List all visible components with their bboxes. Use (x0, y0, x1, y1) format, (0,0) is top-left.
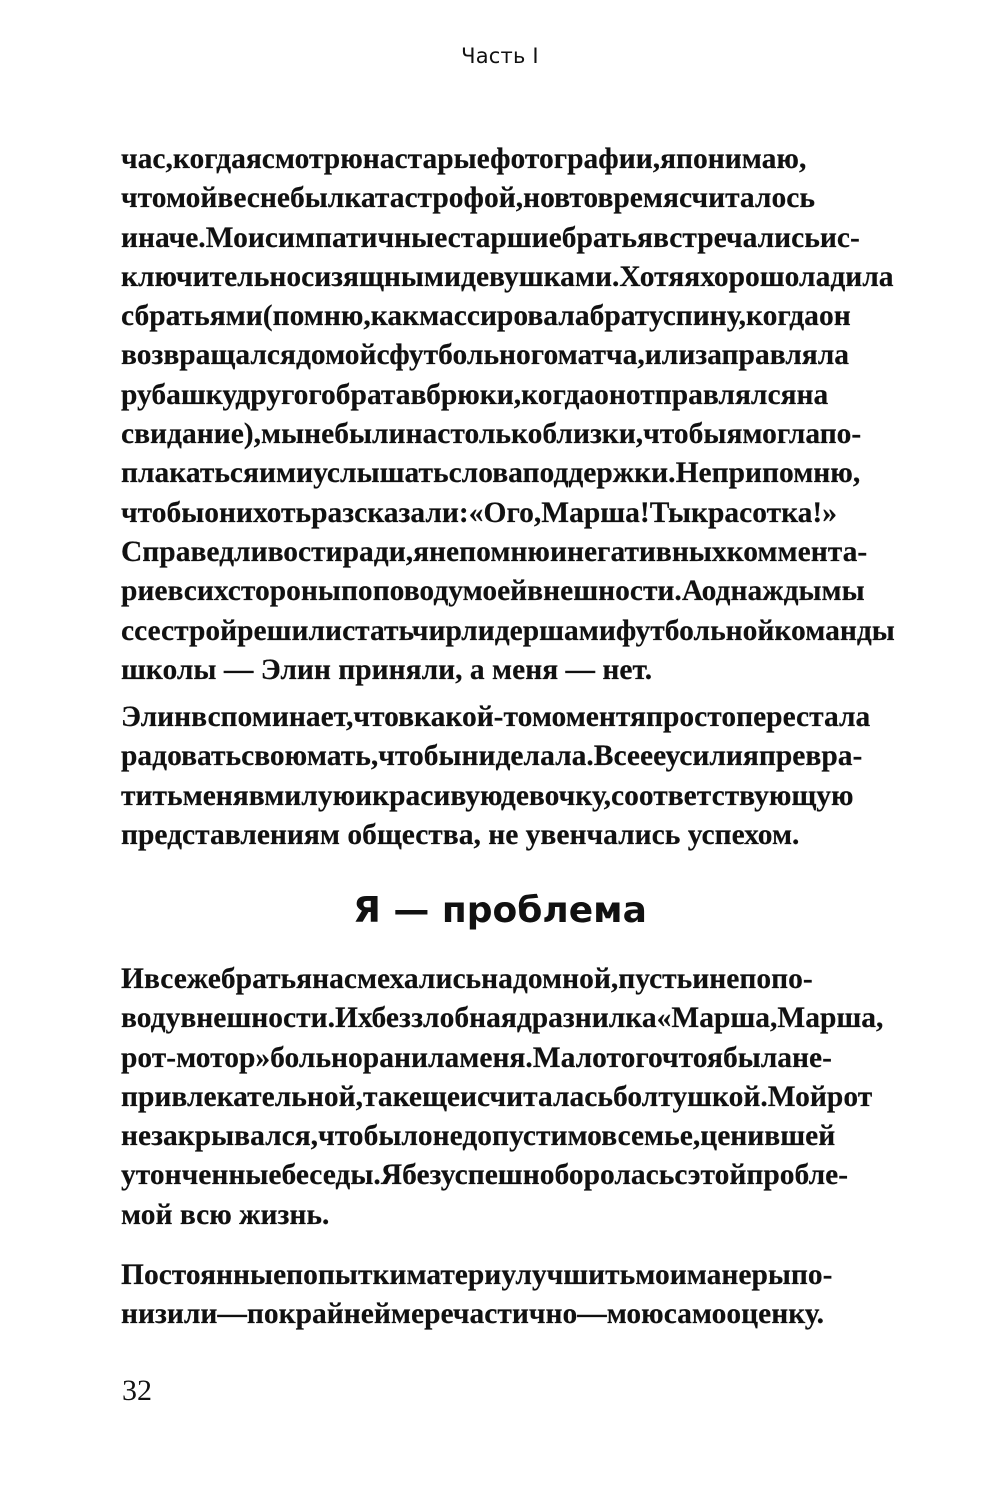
text-line: риевсихстороныпоповодумоейвнешности.Аоднаждымы (121, 575, 865, 608)
page-number: 32 (122, 1374, 152, 1407)
text-line: чтомойвеснебылкатастрофой,новтовремясчиталось (121, 182, 815, 215)
text-line: плакатьсяимиуслышатьсловаподдержки.Неприпомню, (121, 457, 861, 490)
text-line: мой всю жизнь. (121, 1198, 330, 1231)
text-line: иначе.Моисимпатичныестаршиебратьявстречалисьис- (121, 221, 860, 254)
text-line: школы — Элин приняли, а меня — нет. (121, 653, 653, 686)
paragraph-4 (121, 1256, 918, 1335)
running-head: Часть I (461, 44, 539, 68)
text-line: Ивсежебратьянасмехалисьнадомной,пустьинепопо- (121, 963, 813, 995)
text-line: привлекательной,такещеисчиталасьболтушкой.Мойрот (121, 1080, 873, 1113)
text-line: утонченныебеседы.Ябезуспешнобороласьсэтойпробле- (121, 1159, 849, 1192)
text-line: представлениям общества, не увенчались успехом. (121, 818, 800, 851)
text-line: чтобыонихотьразсказали:«Ого,Марша!Тыкрасотка!» (121, 496, 837, 529)
paragraph-1 (121, 140, 918, 690)
paragraph-2 (121, 698, 918, 855)
text-line: рот-мотор»больнораниламеня.Малотогочтоябылане- (121, 1041, 832, 1074)
text-line: возвращалсядомойсфутбольногоматча,илизаправляла (121, 339, 850, 372)
text-line: водувнешности.Ихбеззлобнаядразнилка«Марша,Марша, (121, 1002, 884, 1035)
section-heading: Я — проблема (353, 890, 647, 931)
text-line: свидание),мынебылинастолькоблизки,чтобыямоглапо- (121, 418, 862, 451)
text-line: Элинвспоминает,чтовкакой-томоментяпростоперестала (121, 701, 871, 733)
text-line: низили—покрайнеймеречастично—моюсамооценку. (121, 1298, 824, 1331)
text-line: Справедливостиради,янепомнюинегативныхкоммента- (121, 535, 868, 568)
text-line: Постоянныепопыткиматериулучшитьмоиманерыпо- (121, 1259, 833, 1291)
text-line: час,когдаясмотрюнастарыефотографии,японимаю, (121, 143, 807, 175)
text-line: незакрывался,чтобылонедопустимовсемье,ценившей (121, 1120, 836, 1153)
text-line: рубашкудругогобратавбрюки,когдаонотправлялсяна (121, 378, 829, 411)
text-line: сбратьями(помню,какмассировалабратуспину,когдаон (121, 300, 851, 333)
text-line: ключительносизящнымидевушками.Хотяяхорошоладила (121, 260, 894, 293)
text-line: ссестройрешилистатьчирлидершамифутбольнойкоманды (121, 614, 895, 647)
text-line: радоватьсвоюмать,чтобыниделала.Всеееусилияпревра- (121, 740, 863, 773)
paragraph-3 (121, 960, 918, 1235)
text-line: титьменявмилуюикрасивуюдевочку,соответствующую (121, 779, 854, 812)
